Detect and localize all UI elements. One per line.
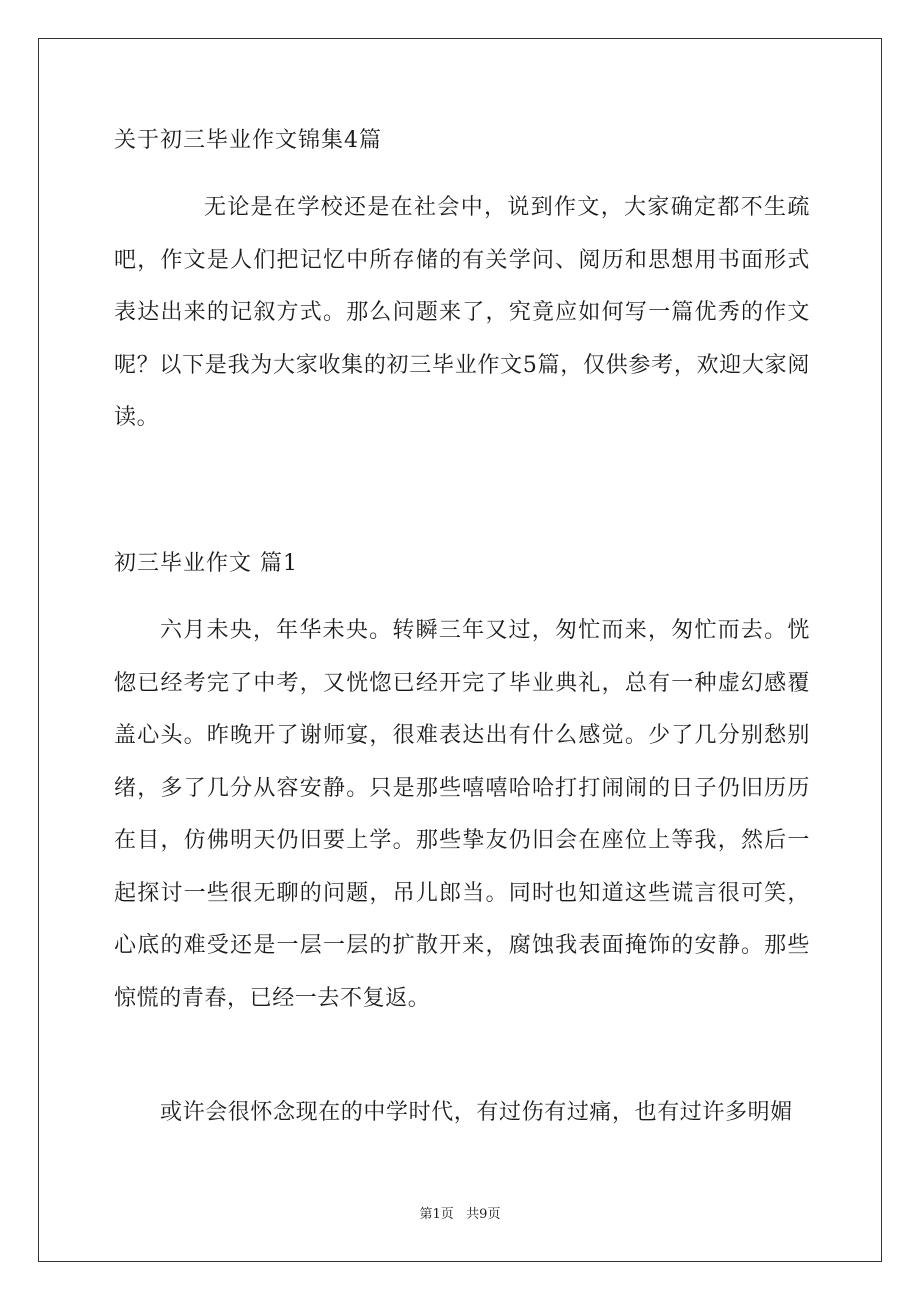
page-number-footer: 第1页 共9页 [419, 1207, 501, 1222]
body-paragraph: 或许会很怀念现在的中学时代，有过伤有过痛，也有过许多明媚 [160, 1100, 793, 1125]
intro-paragraph: 无论是在学校还是在社会中，说到作文，大家确定都不生疏吧，作文是人们把记忆中所存储的有关学问、阅历和思想用书面形式表达出来的记叙方式。那么问题来了，究竟应如何写一篇优秀的作文呢？以下是我为大家收集的初三毕业作文5篇，仅供参考，欢迎大家阅读。 [114, 195, 810, 430]
section-heading: 初三毕业作文 篇1 [114, 551, 298, 576]
body-paragraph: 六月未央，年华未央。转瞬三年又过，匆忙而来，匆忙而去。恍惚已经考完了中考，又恍惚已经开完了毕业典礼，总有一种虚幻感覆盖心头。昨晚开了谢师宴，很难表达出有什么感觉。少了几分别愁别绪，多了几分从容安静。只是那些嘻嘻哈哈打打闹闹的日子仍旧历历在目，仿佛明天仍旧要上学。那些挚友仍旧会在座位上等我，然后一起探讨一些很无聊的问题，吊儿郎当。同时也知道这些谎言很可笑，心底的难受还是一层一层的扩散开来，腐蚀我表面掩饰的安静。那些惊慌的青春，已经一去不复返。 [114, 618, 810, 1011]
document-title: 关于初三毕业作文锦集4篇 [114, 128, 382, 153]
